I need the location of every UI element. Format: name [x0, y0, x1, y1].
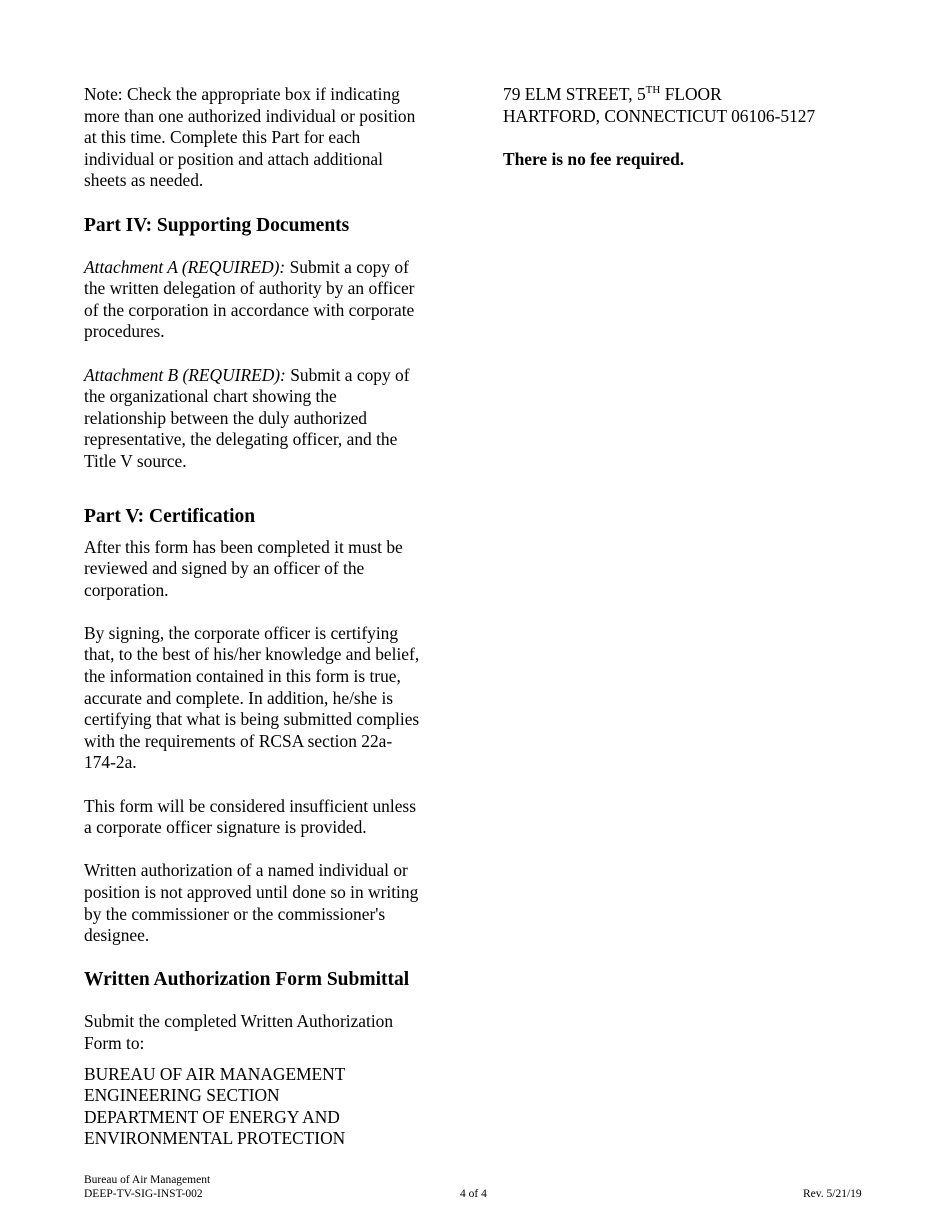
text-line: the organizational chart showing the	[84, 386, 337, 407]
text-line: procedures.	[84, 321, 165, 342]
text-line: Written authorization of a named individual or	[84, 860, 408, 881]
text-line: at this time. Complete this Part for each	[84, 127, 361, 148]
text-line: sheets as needed.	[84, 170, 204, 191]
text-line: that, to the best of his/her knowledge and belief,	[84, 644, 420, 665]
text-line	[84, 365, 446, 387]
street-line	[503, 84, 883, 106]
submittal-heading: Written Authorization Form Submittal	[84, 969, 410, 991]
text-fragment: Submit a copy of	[285, 364, 410, 385]
text-line: relationship between the duly authorized	[84, 407, 367, 428]
address-line: ENGINEERING SECTION	[84, 1085, 280, 1106]
text-line: of the corporation in accordance with corporate	[84, 299, 415, 320]
text-line: individual or position and attach additional	[84, 148, 383, 169]
text-line: representative, the delegating officer, and the	[84, 429, 398, 450]
text-fragment: Submit a copy of	[285, 256, 409, 277]
text-line: the written delegation of authority by an officer	[84, 278, 415, 299]
text-line	[84, 257, 446, 279]
text-line: By signing, the corporate officer is certifying	[84, 622, 399, 643]
certification-paragraph-1	[84, 537, 446, 602]
attachment-a-label: Attachment A (REQUIRED):	[84, 256, 286, 277]
text-line: with the requirements of RCSA section 22a-	[84, 730, 393, 751]
text-line: by the commissioner or the commissioner's	[84, 903, 386, 924]
note-paragraph	[84, 84, 446, 192]
address-continued	[503, 84, 883, 127]
text-line: Note: Check the appropriate box if indicating	[84, 84, 400, 104]
certification-paragraph-4	[84, 860, 446, 946]
certification-paragraph-2	[84, 623, 446, 774]
right-column	[503, 84, 883, 170]
certification-paragraph-3	[84, 796, 446, 839]
footer-left	[84, 1173, 210, 1201]
text-line: After this form has been completed it must be	[84, 536, 403, 557]
footer-org: Bureau of Air Management	[84, 1174, 211, 1186]
mailing-address	[84, 1064, 446, 1150]
street-suffix: FLOOR	[660, 84, 722, 104]
attachment-b-label: Attachment B (REQUIRED):	[84, 364, 286, 385]
revision-date: Rev. 5/21/19	[803, 1188, 862, 1200]
street-prefix: 79 ELM STREET, 5	[503, 84, 646, 104]
text-line: accurate and complete. In addition, he/she is	[84, 687, 394, 708]
part4-heading: Part IV: Supporting Documents	[84, 214, 350, 236]
page-number: 4 of 4	[460, 1188, 487, 1200]
text-line: This form will be considered insufficient unless	[84, 795, 416, 816]
text-line: certifying that what is being submitted complies	[84, 709, 420, 730]
text-line: position is not approved until done so in writing	[84, 882, 419, 902]
part5-heading: Part V: Certification	[84, 505, 256, 527]
fee-note: There is no fee required.	[503, 148, 685, 169]
text-line: a corporate officer signature is provided.	[84, 817, 367, 838]
text-line: reviewed and signed by an officer of the	[84, 558, 365, 579]
text-line: Form to:	[84, 1032, 145, 1053]
text-line: the information contained in this form is true,	[84, 666, 401, 687]
text-line: more than one authorized individual or position	[84, 105, 416, 126]
left-column	[84, 84, 446, 1150]
city-line: HARTFORD, CONNECTICUT 06106-5127	[503, 105, 816, 126]
text-line: 174-2a.	[84, 752, 137, 773]
text-line: Submit the completed Written Authorization	[84, 1011, 394, 1032]
submit-paragraph	[84, 1011, 446, 1054]
text-line: designee.	[84, 925, 150, 946]
address-line: DEPARTMENT OF ENERGY AND	[84, 1106, 340, 1127]
attachment-b-paragraph	[84, 365, 446, 473]
attachment-a-paragraph	[84, 257, 446, 343]
text-line: Title V source.	[84, 450, 187, 471]
footer-doc-id: DEEP-TV-SIG-INST-002	[84, 1188, 203, 1200]
ordinal-suffix: TH	[645, 84, 661, 97]
address-line: BUREAU OF AIR MANAGEMENT	[84, 1063, 346, 1084]
address-line: ENVIRONMENTAL PROTECTION	[84, 1128, 346, 1149]
text-line: corporation.	[84, 579, 169, 600]
